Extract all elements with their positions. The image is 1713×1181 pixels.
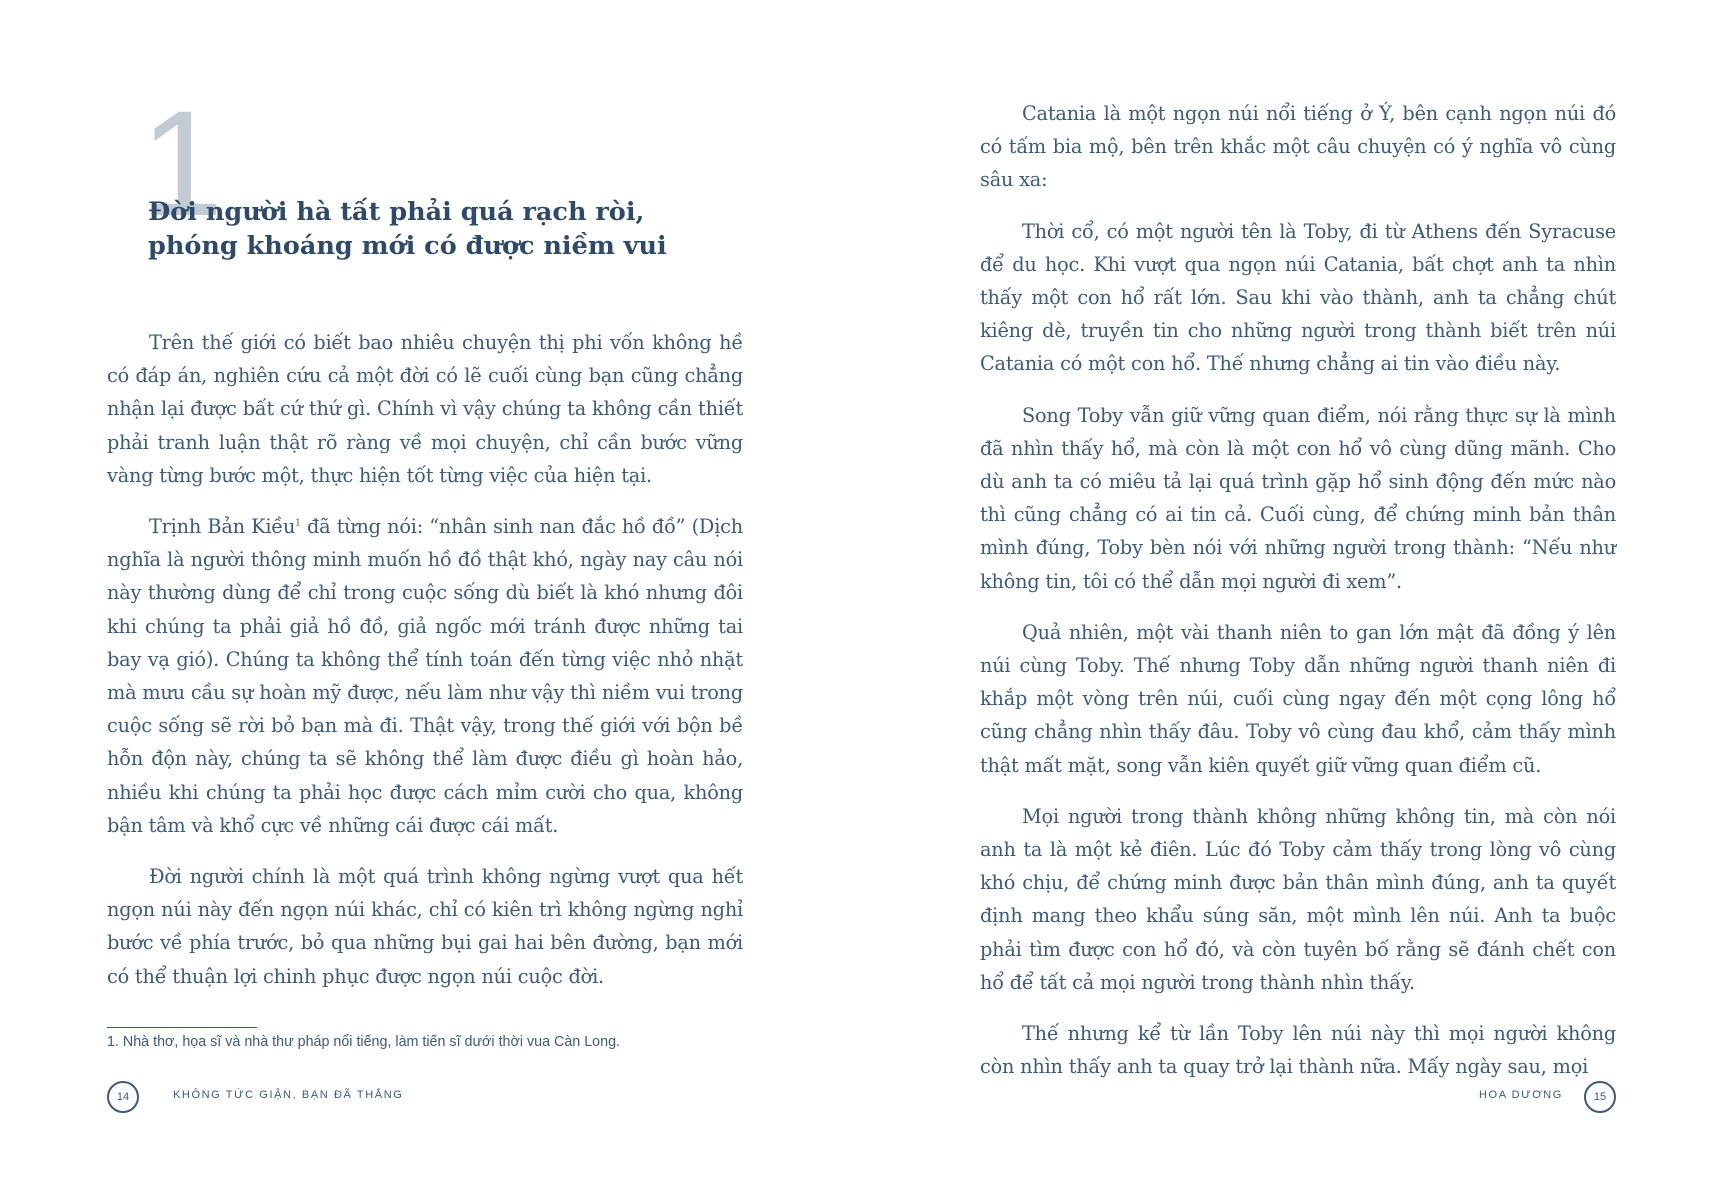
left-body-text [107, 326, 743, 1011]
left-page [0, 0, 856, 1181]
paragraph-continuation: (Dịch nghĩa là người thông minh muốn hồ đồ thật khó, ngày nay câu nói này thường dùng để chỉ trong cuộc sống dù biết là khó nhưng đôi khi chúng ta phải giả hồ đồ, giả ngốc mới tránh được những tai bay vạ gió). Chúng ta không thể tính toán đến từng việc nhỏ nhặt mà mưu cầu sự hoàn mỹ được, nếu làm như vậy thì niềm vui trong cuộc sống sẽ rời bỏ bạn mà đi. Thật vậy, trong thế giới với bộn bề hỗn độn này, chúng ta sẽ không thể làm được điều gì hoàn hảo, nhiều khi chúng ta phải học được cách mỉm cười cho qua, không bận tâm và khổ cực về những cái được cái mất. [107, 515, 743, 837]
chapter-title [148, 195, 748, 263]
paragraph-with-footnote [107, 510, 743, 842]
right-page [856, 0, 1713, 1181]
paragraph: Quả nhiên, một vài thanh niên to gan lớn mật đã đồng ý lên núi cùng Toby. Thế nhưng Toby dẫn những người thanh niên đi khắp một vòng trên núi, cuối cùng ngay đến một cọng lông hổ cũng chẳng nhìn thấy đâu. Toby vô cùng đau khổ, cảm thấy mình thật mất mặt, song vẫn kiên quyết giữ vững quan điểm cũ. [980, 620, 1616, 777]
page-number-right: 15 [1584, 1081, 1616, 1113]
author-name: Trịnh Bản Kiều [149, 515, 296, 539]
chapter-number: 1 [140, 79, 220, 247]
paragraph: Đời người chính là một quá trình không ngừng vượt qua hết ngọn núi này đến ngọn núi khác, chỉ có kiên trì không ngừng nghỉ bước về phía trước, bỏ qua những bụi gai hai bên đường, bạn mới có thể thuận lợi chinh phục được ngọn núi cuộc đời. [107, 865, 743, 988]
running-header-right: HOA DƯƠNG [1479, 1089, 1563, 1101]
paragraph: Song Toby vẫn giữ vững quan điểm, nói rằng thực sự là mình đã nhìn thấy hổ, mà còn là một con hổ vô cùng dũng mãnh. Cho dù anh ta có miêu tả lại quá trình gặp hổ sinh động đến mức nào thì cũng chẳng có ai tin cả. Cuối cùng, để chứng minh bản thân mình đúng, Toby bèn nói với những người trong thành: “Nếu như không tin, tôi có thể dẫn mọi người đi xem”. [980, 403, 1616, 593]
paragraph: Thế nhưng kể từ lần Toby lên núi này thì mọi người không còn nhìn thấy anh ta quay trở lại thành nữa. Mấy ngày sau, mọi [980, 1022, 1616, 1079]
footnote-marker[interactable]: 1 [295, 518, 301, 529]
running-header-left: KHÔNG TỨC GIẬN, BẠN ĐÃ THẮNG [173, 1089, 404, 1101]
paragraph: Mọi người trong thành không những không tin, mà còn nói anh ta là một kẻ điên. Lúc đó Toby cảm thấy trong lòng vô cùng khó chịu, để chứng minh được bản thân mình đúng, anh ta quyết định mang theo khẩu súng săn, một mình lên núi. Anh ta buộc phải tìm được con hổ đó, và còn tuyên bố rằng sẽ đánh chết con hổ để tất cả mọi người trong thành nhìn thấy. [980, 804, 1616, 994]
quote: đã từng nói: “nhân sinh nan đắc hồ đồ” [300, 515, 692, 539]
page-number-left: 14 [107, 1081, 139, 1113]
right-body-text [980, 97, 1616, 1101]
footnote: 1. Nhà thơ, họa sĩ và nhà thư pháp nổi tiếng, làm tiến sĩ dưới thời vua Càn Long. [107, 1034, 621, 1050]
paragraph: Trên thế giới có biết bao nhiêu chuyện thị phi vốn không hề có đáp án, nghiên cứu cả một đời có lẽ cuối cùng bạn cũng chẳng nhận lại được bất cứ thứ gì. Chính vì vậy chúng ta không cần thiết phải tranh luận thật rõ ràng về mọi chuyện, chỉ cần bước vững vàng từng bước một, thực hiện tốt từng việc của hiện tại. [107, 331, 743, 487]
paragraph: Thời cổ, có một người tên là Toby, đi từ Athens đến Syracuse để du học. Khi vượt qua ngọn núi Catania, bất chợt anh ta nhìn thấy một con hổ rất lớn. Sau khi vào thành, anh ta chẳng chút kiêng dè, truyền tin cho những người trong thành biết trên núi Catania có một con hổ. Thế nhưng chẳng ai tin vào điều này. [980, 219, 1616, 376]
footnote-divider [107, 1027, 257, 1028]
chapter-title-line-2: phóng khoáng mới có được niềm vui [148, 231, 667, 261]
chapter-title-line-1: Đời người hà tất phải quá rạch ròi, [148, 197, 645, 227]
paragraph: Catania là một ngọn núi nổi tiếng ở Ý, bên cạnh ngọn núi đó có tấm bia mộ, bên trên khắc một câu chuyện có ý nghĩa vô cùng sâu xa: [980, 102, 1616, 192]
